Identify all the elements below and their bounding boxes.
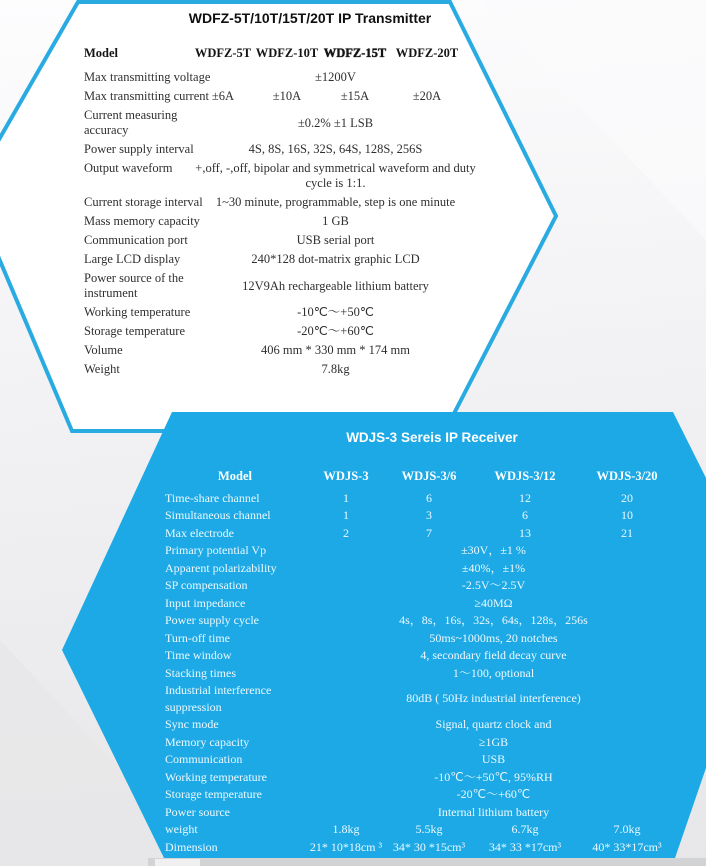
spec-label: Power source of the instrument — [84, 271, 184, 300]
spec-value: Internal lithium battery — [437, 804, 550, 819]
spec-row — [165, 786, 680, 803]
bottom-bar-highlight — [155, 859, 200, 866]
spec-row — [165, 769, 680, 786]
spec-value: -10℃～+50℃, 95%RH — [434, 769, 553, 784]
spec-values — [307, 468, 680, 485]
spec-label: weight — [165, 822, 198, 836]
spec-label: Volume — [84, 343, 123, 357]
column-header: WDJS-3/6 — [401, 469, 457, 483]
spec-value: -10℃～+50℃ — [297, 305, 374, 319]
spec-values — [191, 252, 480, 267]
spec-value: ±20A — [412, 89, 442, 103]
spec-value: 7.0kg — [613, 822, 641, 836]
spec-label: Power source — [165, 804, 230, 819]
model-header-label: Model — [84, 46, 119, 60]
spec-values — [191, 214, 480, 229]
spec-row — [84, 142, 480, 157]
spec-label: Working temperature — [84, 305, 191, 319]
spec-label: Dimension — [165, 839, 218, 854]
spec-value: +,off, -,off, bipolar and symmetrical waveform and duty cycle is 1:1. — [195, 161, 476, 190]
spec-value: 1 — [343, 508, 349, 522]
spec-row — [165, 839, 680, 856]
spec-value: 7.8kg — [321, 362, 350, 376]
spec-values — [307, 734, 680, 751]
spec-label: Apparent polarizability — [165, 560, 277, 575]
spec-row — [165, 751, 680, 768]
spec-value: USB serial port — [296, 233, 375, 247]
spec-label: Simultaneous channel — [165, 508, 271, 522]
spec-values — [307, 665, 680, 682]
spec-value: 406 mm * 330 mm * 174 mm — [261, 343, 410, 357]
bottom-bar — [148, 858, 706, 866]
spec-label: Sync mode — [165, 717, 219, 731]
spec-row — [165, 734, 680, 751]
spec-value: 2 — [343, 525, 349, 540]
spec-label: Working temperature — [165, 769, 267, 784]
spec-value: 13 — [519, 525, 531, 540]
spec-row — [165, 665, 680, 682]
spec-values — [191, 271, 480, 301]
receiver-title: WDJS-3 Sereis IP Receiver — [346, 430, 518, 445]
column-header: WDFZ-15T — [323, 46, 387, 60]
spec-label: Max electrode — [165, 525, 234, 540]
receiver-spec-table — [165, 468, 680, 856]
spec-values — [307, 647, 680, 664]
spec-value: 4S, 8S, 16S, 32S, 64S, 128S, 256S — [248, 142, 423, 156]
spec-value: ±1200V — [315, 70, 356, 84]
spec-values — [307, 525, 680, 542]
spec-value: ±0.2% ±1 LSB — [297, 115, 374, 130]
spec-value: 6 — [522, 508, 528, 522]
spec-row — [84, 195, 480, 210]
spec-value: 4s，8s，16s，32s，64s，128s，256s — [399, 613, 588, 627]
spec-values — [191, 89, 480, 104]
spec-value: -20℃～+60℃ — [456, 787, 531, 801]
spec-value: 34* 30 *15cm³ — [392, 839, 466, 854]
spec-values — [307, 595, 680, 612]
spec-label: Industrial interference suppression — [165, 683, 272, 714]
spec-value: 6 — [426, 490, 432, 505]
spec-values — [307, 751, 680, 768]
column-header: WDJS-3/12 — [494, 469, 556, 483]
spec-value: 7 — [426, 525, 432, 540]
spec-label: Power supply cycle — [165, 613, 259, 627]
spec-values — [191, 324, 480, 339]
header-row — [84, 46, 480, 61]
spec-row — [84, 161, 480, 191]
spec-row — [165, 821, 680, 838]
spec-values — [307, 804, 680, 821]
column-header: WDFZ-20T — [395, 46, 459, 60]
spec-row — [84, 252, 480, 267]
spec-row — [165, 490, 680, 507]
spec-label: Max transmitting voltage — [84, 70, 211, 84]
column-header: WDJS-3/20 — [596, 469, 658, 483]
spec-label: Storage temperature — [84, 324, 185, 338]
spec-value: 21 — [621, 525, 633, 540]
spec-value: 1.8kg — [332, 822, 360, 836]
spec-row — [84, 305, 480, 320]
spec-values — [307, 716, 680, 733]
spec-value: ±40%，±1% — [461, 560, 526, 575]
spec-row — [165, 647, 680, 664]
spec-value: 3 — [426, 508, 432, 522]
spec-values — [307, 630, 680, 647]
spec-value: -20℃～+60℃ — [297, 324, 374, 338]
column-header: WDJS-3 — [323, 469, 369, 483]
spec-label: Max transmitting current — [84, 89, 209, 103]
spec-value: 10 — [621, 508, 633, 522]
column-header: WDFZ-5T — [194, 46, 252, 60]
spec-values — [191, 195, 480, 210]
spec-row — [165, 577, 680, 594]
spec-row — [165, 612, 680, 629]
spec-value: ≥1GB — [478, 734, 509, 749]
spec-values — [191, 305, 480, 320]
spec-label: Input impedance — [165, 595, 246, 610]
spec-label: Communication port — [84, 233, 188, 247]
spec-values — [191, 233, 480, 248]
spec-value: 50ms~1000ms, 20 notches — [429, 630, 558, 645]
spec-value: 1 — [343, 490, 349, 505]
spec-label: Communication — [165, 752, 243, 766]
spec-label: Storage temperature — [165, 787, 262, 801]
spec-row — [165, 682, 680, 715]
spec-row — [165, 595, 680, 612]
spec-value: 6.7kg — [511, 822, 539, 836]
model-header-label: Model — [217, 469, 253, 483]
spec-values — [307, 612, 680, 629]
spec-value: 34* 33 *17cm³ — [488, 839, 562, 854]
spec-value: ±10A — [272, 89, 302, 103]
spec-values — [307, 542, 680, 559]
spec-row — [84, 233, 480, 248]
spec-values — [191, 161, 480, 191]
spec-row — [165, 804, 680, 821]
spec-row — [165, 560, 680, 577]
spec-row — [165, 630, 680, 647]
spec-label: Mass memory capacity — [84, 214, 200, 228]
spec-values — [307, 682, 680, 715]
spec-label: Weight — [84, 362, 120, 376]
spec-values — [307, 786, 680, 803]
spec-value: 12V9Ah rechargeable lithium battery — [242, 278, 429, 293]
spec-row — [84, 89, 480, 104]
spec-values — [307, 560, 680, 577]
spec-label: Time-share channel — [165, 490, 260, 505]
spec-label: Time window — [165, 648, 232, 662]
spec-row — [84, 70, 480, 85]
spec-value: 40* 33*17cm³ — [592, 839, 662, 854]
spec-label: Memory capacity — [165, 734, 250, 749]
spec-row — [84, 343, 480, 358]
spec-values — [307, 507, 680, 524]
spec-value: USB — [481, 752, 506, 766]
spec-value: 80dB ( 50Hz industrial interference) — [406, 691, 581, 706]
spec-value: ±15A — [340, 89, 370, 103]
spec-label: Primary potential Vp — [165, 543, 267, 557]
spec-value: ±6A — [211, 89, 235, 103]
spec-value: 5.5kg — [415, 822, 443, 836]
spec-value: ±30V，±1 % — [461, 543, 526, 557]
spec-row — [84, 324, 480, 339]
spec-values — [191, 108, 480, 138]
spec-values — [191, 343, 480, 358]
spec-values — [191, 70, 480, 85]
spec-value: ≥40MΩ — [474, 595, 513, 610]
spec-row — [165, 716, 680, 733]
spec-row — [84, 214, 480, 229]
spec-values — [307, 821, 680, 838]
spec-value: 1~30 minute, programmable, step is one minute — [215, 195, 456, 209]
spec-label: Stacking times — [165, 665, 236, 680]
spec-value: 4, secondary field decay curve — [420, 648, 567, 662]
spec-row — [84, 362, 480, 377]
spec-label: Output waveform — [84, 161, 173, 175]
spec-value: 12 — [519, 490, 531, 505]
spec-value: 21* 10*18cm ³ — [309, 839, 383, 854]
header-row — [165, 468, 680, 485]
spec-label: Power supply interval — [84, 142, 194, 156]
spec-row — [165, 525, 680, 542]
spec-row — [165, 507, 680, 524]
spec-row — [165, 542, 680, 559]
column-header: WDFZ-10T — [255, 46, 319, 60]
spec-row — [84, 271, 480, 301]
spec-label: Large LCD display — [84, 252, 181, 266]
spec-value: -2.5V～2.5V — [461, 578, 526, 592]
spec-value: Signal, quartz clock and — [435, 717, 552, 731]
spec-value: 1～100, optional — [452, 665, 535, 680]
spec-values — [307, 490, 680, 507]
spec-value: 20 — [621, 490, 633, 505]
spec-values — [307, 769, 680, 786]
spec-label: SP compensation — [165, 578, 248, 592]
spec-values — [307, 839, 680, 856]
spec-label: Current storage interval — [84, 195, 203, 209]
transmitter-title: WDFZ-5T/10T/15T/20T IP Transmitter — [188, 10, 432, 26]
spec-values — [191, 142, 480, 157]
spec-label: Current measuring accuracy — [84, 108, 178, 137]
spec-value: 240*128 dot-matrix graphic LCD — [251, 252, 420, 266]
spec-values — [307, 577, 680, 594]
spec-value: 1 GB — [322, 214, 349, 228]
spec-row — [84, 108, 480, 138]
transmitter-spec-table — [84, 46, 480, 381]
spec-label: Turn-off time — [165, 630, 231, 645]
spec-values — [191, 46, 480, 61]
spec-values — [191, 362, 480, 377]
